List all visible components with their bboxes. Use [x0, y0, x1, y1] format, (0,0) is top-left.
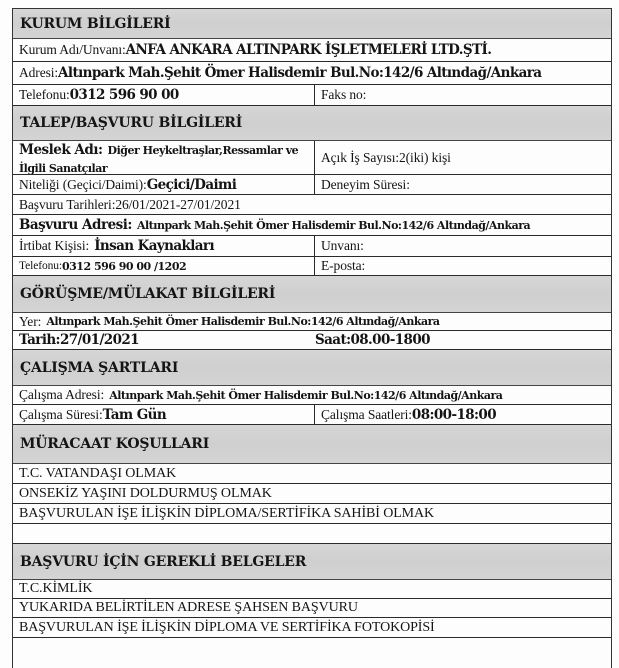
nitelik-row — [13, 175, 611, 195]
talep-telefon-row — [13, 257, 611, 276]
talep-telefon-label: Telefonu: — [19, 260, 62, 272]
section-title: GÖRÜŞME/MÜLAKAT BİLGİLERİ — [20, 286, 276, 302]
belge-item-empty — [13, 638, 611, 668]
kurum-adres-label: Adresi: — [19, 65, 59, 80]
section-header-talep — [13, 106, 611, 141]
calisma-adres-label: Çalışma Adresi: — [19, 387, 105, 402]
gorusme-yer-value: Altınpark Mah.Şehit Ömer Halisdemir Bul.No:142/6 Altındağ/Ankara — [46, 315, 440, 328]
gorusme-saat-label: Saat: — [315, 332, 351, 348]
irtibat-row — [13, 236, 611, 257]
basvuru-adresi-row — [13, 215, 611, 236]
unvan-cell — [315, 236, 611, 256]
acik-is-label: Açık İş Sayısı: — [321, 149, 399, 165]
calisma-sure-value: Tam Gün — [102, 406, 167, 423]
meslek-row — [13, 141, 611, 175]
belge-item-text: YUKARIDA BELİRTİLEN ADRESE ŞAHSEN BAŞVURU — [19, 600, 358, 615]
talep-telefon-value: 0312 596 90 00 /1202 — [62, 259, 187, 273]
gorusme-tarih-label: Tarih: — [19, 332, 60, 348]
irtibat-label: İrtibat Kişisi: — [19, 238, 90, 253]
nitelik-label: Niteliği (Geçici/Daimi): — [19, 176, 147, 192]
meslek-label: Meslek Adı: — [19, 141, 103, 158]
gorusme-saat — [315, 332, 430, 348]
section-title: BAŞVURU İÇİN GEREKLİ BELGELER — [20, 553, 307, 570]
kurum-adres-value: Altınpark Mah.Şehit Ömer Halisdemir Bul.No:142/6 Altındağ/Ankara — [58, 65, 542, 81]
kurum-adi-value: ANFA ANKARA ALTINPARK İŞLETMELERİ LTD.ŞTİ. — [125, 42, 492, 58]
basvuru-adresi-label: Başvuru Adresi: — [19, 217, 132, 233]
kurum-telefon-cell — [13, 85, 315, 105]
belge-item — [13, 599, 611, 618]
meslek-cell — [13, 141, 315, 174]
irtibat-cell — [13, 236, 315, 256]
kurum-telefon-value: 0312 596 90 00 — [69, 87, 179, 103]
meslek-value-line2: İlgili Sanatçılar — [19, 161, 108, 174]
muracaat-item-empty — [13, 524, 611, 544]
calisma-saatleri-label: Çalışma Saatleri: — [321, 406, 412, 422]
eposta-label: E-posta: — [321, 258, 366, 273]
nitelik-cell — [13, 175, 315, 194]
calisma-sure-cell — [13, 405, 315, 424]
meslek-value-line1: Diğer Heykeltraşlar,Ressamlar ve — [107, 143, 299, 157]
section-header-belgeler — [13, 544, 611, 580]
kurum-adi-row — [13, 39, 611, 62]
section-header-kurum — [13, 9, 611, 39]
section-header-calisma — [13, 350, 611, 386]
section-title: KURUM BİLGİLERİ — [20, 15, 171, 32]
kurum-telefon-faks-row — [13, 85, 611, 106]
muracaat-item — [13, 464, 611, 484]
gorusme-tarih — [19, 332, 315, 348]
belge-item — [13, 580, 611, 599]
muracaat-item-text: T.C. VATANDAŞI OLMAK — [19, 465, 177, 481]
calisma-saatleri-value: 08:00-18:00 — [411, 406, 497, 423]
gorusme-yer-label: Yer: — [19, 313, 42, 329]
muracaat-item-text: BAŞVURULAN İŞE İLİŞKİN DİPLOMA/SERTİFİKA SAHİBİ OLMAK — [19, 505, 435, 521]
talep-telefon-cell — [13, 257, 315, 275]
section-title: ÇALIŞMA ŞARTLARI — [20, 359, 179, 376]
kurum-faks-label: Faks no: — [321, 87, 367, 102]
basvuru-tarihleri-label: Başvuru Tarihleri: — [19, 196, 116, 212]
acik-is-value: 2(iki) kişi — [399, 149, 451, 165]
deneyim-label: Deneyim Süresi: — [321, 176, 410, 192]
acik-is-cell — [315, 141, 611, 174]
irtibat-value: İnsan Kaynakları — [94, 238, 214, 254]
gorusme-yer-row — [13, 313, 611, 331]
kurum-adres-row — [13, 62, 611, 85]
basvuru-tarihleri-row — [13, 195, 611, 215]
calisma-saatleri-cell — [315, 405, 611, 424]
section-title: MÜRACAAT KOŞULLARI — [20, 436, 210, 452]
basvuru-tarihleri-value: 26/01/2021-27/01/2021 — [115, 196, 241, 212]
eposta-cell — [315, 257, 611, 275]
gorusme-saat-value: 08.00-1800 — [350, 332, 430, 348]
calisma-adres-value: Altınpark Mah.Şehit Ömer Halisdemir Bul.No:142/6 Altındağ/Ankara — [109, 388, 503, 402]
section-header-gorusme — [13, 276, 611, 313]
belge-item-text: BAŞVURULAN İŞE İLİŞKİN DİPLOMA VE SERTİFİKA FOTOKOPİSİ — [19, 619, 435, 635]
calisma-adres-row — [13, 386, 611, 405]
calisma-sure-label: Çalışma Süresi: — [19, 406, 103, 422]
job-posting-form — [12, 8, 612, 668]
section-header-muracaat — [13, 425, 611, 464]
kurum-adi-label: Kurum Adı/Unvanı: — [19, 42, 126, 57]
muracaat-item — [13, 504, 611, 524]
gorusme-tarih-saat-row — [13, 331, 611, 350]
belge-item-text: T.C.KİMLİK — [19, 581, 93, 596]
belge-item — [13, 618, 611, 638]
deneyim-cell — [315, 175, 611, 194]
nitelik-value: Geçici/Daimi — [146, 176, 237, 193]
basvuru-adresi-value: Altınpark Mah.Şehit Ömer Halisdemir Bul.No:142/6 Altındağ/Ankara — [136, 218, 531, 232]
calisma-sure-row — [13, 405, 611, 425]
section-title: TALEP/BAŞVURU BİLGİLERİ — [20, 115, 243, 131]
kurum-telefon-label: Telefonu: — [19, 87, 70, 102]
gorusme-tarih-value: 27/01/2021 — [59, 332, 139, 348]
muracaat-item — [13, 484, 611, 504]
unvan-label: Unvanı: — [321, 238, 364, 253]
muracaat-item-text: ONSEKİZ YAŞINI DOLDURMUŞ OLMAK — [19, 485, 272, 501]
kurum-faks-cell — [315, 85, 611, 105]
